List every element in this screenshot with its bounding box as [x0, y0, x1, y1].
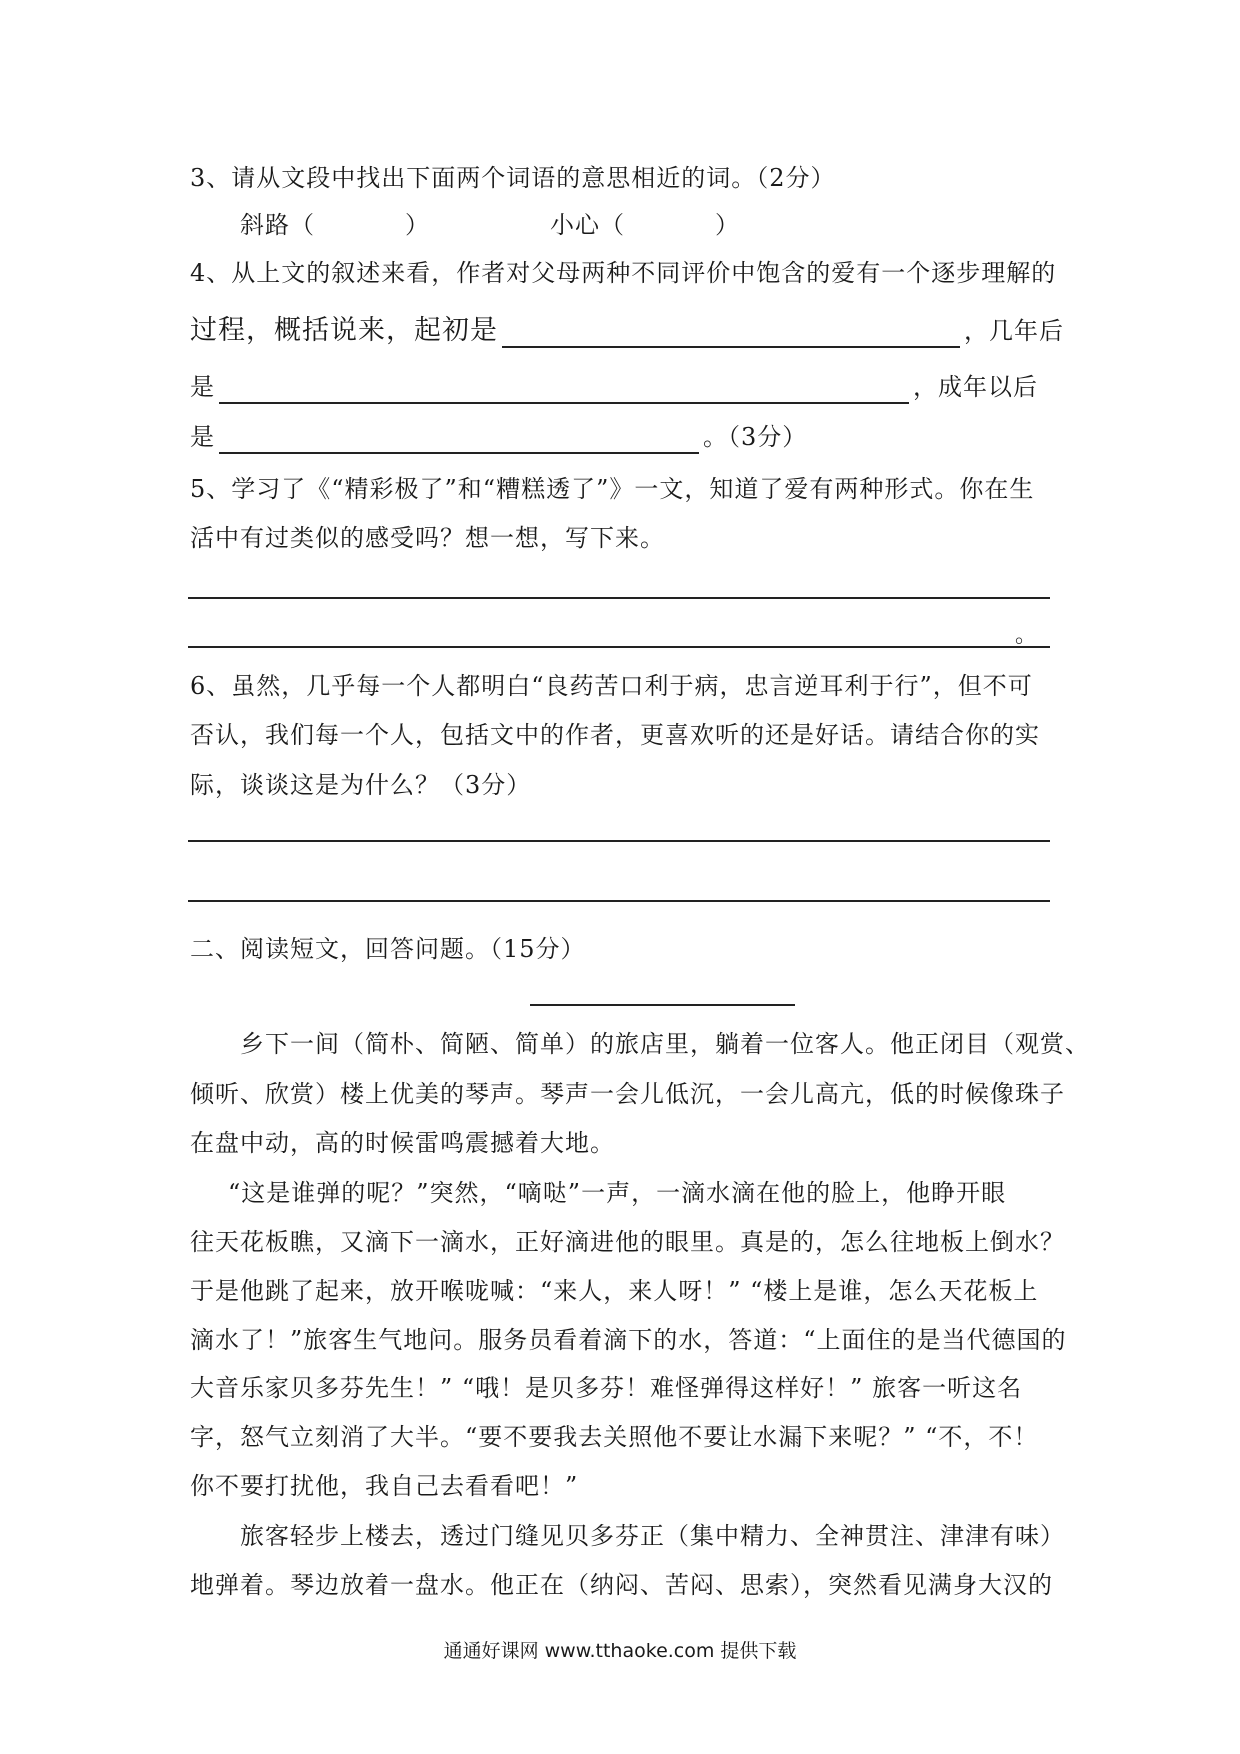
- q3-word1: 斜路（: [240, 211, 315, 239]
- q4-answer-blank-2[interactable]: [219, 376, 909, 404]
- q5-line2: 活中有过类似的感受吗？想一想，写下来。: [190, 524, 665, 552]
- section2-heading: 二、阅读短文，回答问题。（15分）: [190, 935, 586, 963]
- q4-answer-blank-3[interactable]: [219, 426, 699, 454]
- q4-line4-prefix: 是: [190, 423, 215, 451]
- passage-p2-line5: 大音乐家贝多芬先生！” “哦！是贝多芬！难怪弹得这样好！” 旅客一听这名: [190, 1374, 1023, 1402]
- q5-answer-line-1[interactable]: [188, 597, 1050, 599]
- passage-p2-line7: 你不要打扰他，我自己去看看吧！”: [190, 1472, 579, 1500]
- passage-p3-line1: 旅客轻步上楼去，透过门缝见贝多芬正（集中精力、全神贯注、津津有味）: [240, 1522, 1065, 1550]
- q4-line3-suffix: ，成年以后: [913, 373, 1038, 401]
- passage-p2-line1: “这是谁弹的呢？”突然，“嘀哒”一声，一滴水滴在他的脸上，他睁开眼: [228, 1179, 1007, 1207]
- q4-line2: [190, 314, 1064, 348]
- q4-line1: 4、从上文的叙述来看，作者对父母两种不同评价中饱含的爱有一个逐步理解的: [190, 259, 1057, 287]
- passage-p3-line2: 地弹着。琴边放着一盘水。他正在（纳闷、苦闷、思索），突然看见满身大汉的: [190, 1571, 1053, 1599]
- q6-answer-line-2[interactable]: [188, 900, 1050, 902]
- q6-line2: 否认，我们每一个人，包括文中的作者，更喜欢听的还是好话。请结合你的实: [190, 721, 1040, 749]
- passage-p2-line6: 字，怒气立刻消了大半。“要不要我去关照他不要让水漏下来呢？” “不，不！: [190, 1423, 1039, 1451]
- q4-line2-prefix: 过程，概括说来，起初是: [190, 315, 498, 346]
- q6-line3: 际，谈谈这是为什么？（3分）: [190, 771, 532, 799]
- passage-title-blank[interactable]: [530, 1004, 795, 1006]
- passage-p1-line2: 倾听、欣赏）楼上优美的琴声。琴声一会儿低沉，一会儿高亢，低的时候像珠子: [190, 1080, 1065, 1108]
- passage-p2-line2: 往天花板瞧，又滴下一滴水，正好滴进他的眼里。真是的，怎么往地板上倒水？: [190, 1228, 1065, 1256]
- q4-line4: [190, 420, 1060, 454]
- q3-word2: 小心（: [550, 211, 625, 239]
- q4-answer-blank-1[interactable]: [502, 320, 960, 348]
- q3-question: 3、请从文段中找出下面两个词语的意思相近的词。（2分）: [190, 164, 836, 192]
- passage-p2-line3: 于是他跳了起来，放开喉咙喊：“来人，来人呀！” “楼上是谁，怎么天花板上: [190, 1277, 1039, 1305]
- q3-word2-close: ）: [715, 211, 740, 239]
- q4-line4-suffix: 。（3分）: [703, 423, 808, 451]
- passage-p2-line4: 滴水了！”旅客生气地问。服务员看着滴下的水，答道：“上面住的是当代德国的: [190, 1326, 1067, 1354]
- passage-p1-line3: 在盘中动，高的时候雷鸣震撼着大地。: [190, 1129, 615, 1157]
- passage-p1-line1: 乡下一间（简朴、简陋、简单）的旅店里，躺着一位客人。他正闭目（观赏、: [240, 1030, 1090, 1058]
- q6-answer-line-1[interactable]: [188, 840, 1050, 842]
- q4-line2-suffix: ，几年后: [964, 317, 1064, 345]
- q5-line1: 5、学习了《“精彩极了”和“糟糕透了”》一文，知道了爱有两种形式。你在生: [190, 475, 1035, 503]
- q4-line3: [190, 370, 1060, 404]
- q3-word-pair: [190, 208, 1060, 242]
- q3-word1-close: ）: [405, 211, 430, 239]
- q5-end-mark: 。: [1015, 623, 1038, 648]
- q5-answer-line-2[interactable]: [188, 646, 1050, 648]
- page-footer: 通通好课网 www.tthaoke.com 提供下载: [443, 1640, 797, 1662]
- q6-line1: 6、虽然，几乎每一个人都明白“良药苦口利于病，忠言逆耳利于行”，但不可: [190, 672, 1033, 700]
- q4-line3-prefix: 是: [190, 373, 215, 401]
